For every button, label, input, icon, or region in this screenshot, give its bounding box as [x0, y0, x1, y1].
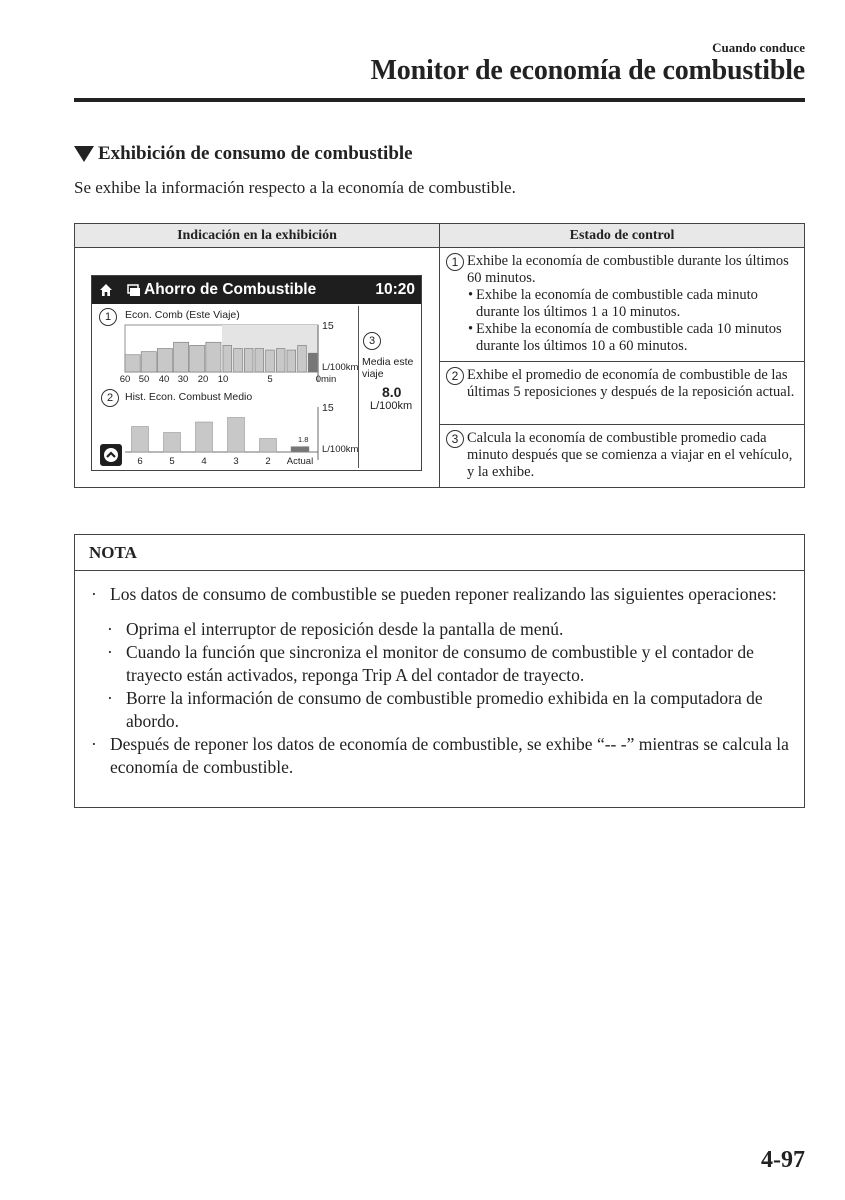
panel2-x-tick-label: Actual: [286, 456, 314, 467]
trip-average-label: Media este viaje: [362, 356, 414, 380]
callout-1: 1: [99, 308, 117, 326]
nota-body: [91, 583, 791, 779]
nota-heading: NOTA: [75, 535, 804, 571]
page-number: 4-97: [761, 1147, 805, 1173]
panel1-x-tick-label: 30: [177, 374, 189, 385]
panel1-x-tick-label: 60: [119, 374, 131, 385]
row2-text: Exhibe el promedio de economía de combustible de las últimas 5 reposiciones y después de la reposición actual.: [467, 367, 795, 400]
row3-item: [446, 430, 798, 481]
table-header-left: Indicación en la exhibición: [75, 224, 440, 248]
table-row-2: [440, 362, 804, 425]
row2-number: 2: [446, 367, 464, 385]
nota-subitem-text: Cuando la función que sincroniza el monitor de consumo de combustible y el contador de trayecto están activados, reponga Trip A del contador de trayecto.: [126, 642, 754, 685]
nota-box: [74, 534, 805, 808]
panel2-x-tick-label: 4: [201, 456, 207, 467]
nota-item: [91, 583, 791, 606]
panel2-bar: [164, 433, 181, 453]
row1-number: 1: [446, 253, 464, 271]
bullet-dot: ·: [107, 642, 113, 662]
page-title: Monitor de economía de combustible: [370, 55, 805, 86]
intro-text: Se exhibe la información respecto a la economía de combustible.: [74, 178, 516, 197]
panel2-x-tick-label: 6: [137, 456, 143, 467]
triangle-down-icon: [74, 146, 94, 162]
panel1-x-tick-label: 0min: [315, 374, 337, 385]
panel1-x-tick-label: 20: [197, 374, 209, 385]
panel2-label: Hist. Econ. Combust Medio: [125, 391, 253, 403]
panel1-ymax: 15: [322, 320, 334, 332]
nota-subitem: [91, 687, 791, 733]
panel2-bar: [196, 422, 213, 452]
bullet-dot: ·: [91, 584, 97, 604]
row1-item: [446, 253, 798, 287]
bullet-dot: ·: [107, 688, 113, 708]
table-row-3: [440, 425, 804, 487]
row1-bullet-1: [446, 287, 798, 321]
panel1-x-tick-label: 5: [267, 374, 273, 385]
table-header-right: Estado de control: [440, 224, 804, 248]
nota-subitem-text: Oprima el interruptor de reposición desde la pantalla de menú.: [126, 619, 564, 639]
row2-item: [446, 367, 798, 401]
nota-item-text: Después de reponer los datos de economía de combustible, se exhibe “-- -” mientras se calcula la economía de combustible.: [110, 734, 789, 777]
spacer: [91, 606, 791, 618]
row3-text: Calcula la economía de combustible promedio cada minuto después que se comienza a viajar en el vehículo, y la exhibe.: [467, 430, 793, 480]
panel2-x-tick-label: 5: [169, 456, 175, 467]
scroll-up-button[interactable]: [100, 444, 122, 466]
nota-subitem-text: Borre la información de consumo de combustible promedio exhibida en la computadora de abordo.: [126, 688, 763, 731]
bullet-dot: ·: [107, 619, 113, 639]
row1-bullet-1-text: Exhibe la economía de combustible cada minuto durante los últimos 1 a 10 minutos.: [476, 287, 758, 320]
sub-heading: [74, 143, 413, 165]
nota-subitem: [91, 641, 791, 687]
chevron-up-icon: [101, 445, 121, 465]
section-label: Cuando conduce: [712, 40, 805, 55]
row1-text: Exhibe la economía de combustible durante los últimos 60 minutos.: [467, 253, 789, 286]
screen-time: 10:20: [375, 281, 415, 298]
info-table: [74, 223, 805, 488]
screen-title: Ahorro de Combustible: [144, 281, 317, 298]
panel2-unit: L/100km: [322, 444, 359, 455]
callout-3: 3: [363, 332, 381, 350]
panel1-label: Econ. Comb (Este Viaje): [125, 309, 240, 321]
title-rule: [74, 98, 805, 102]
trip-average-value: 8.0: [382, 384, 402, 400]
nota-item-text: Los datos de consumo de combustible se pueden reponer realizando las siguientes operaciones:: [110, 584, 777, 604]
panel2-small-value: 1.8: [298, 435, 309, 444]
panel2-x-tick-label: 2: [265, 456, 271, 467]
panel2-bar: [132, 427, 149, 453]
panel2-bar: [228, 418, 245, 453]
row3-number: 3: [446, 430, 464, 448]
nota-subitem: [91, 618, 791, 641]
panel2-bar: [291, 447, 309, 452]
row1-bullet-2: [446, 321, 798, 355]
panel2-x-tick-label: 3: [233, 456, 239, 467]
panel1-x-tick-label: 10: [217, 374, 229, 385]
table-row-1: [440, 248, 804, 362]
trip-average-unit: L/100km: [370, 400, 413, 412]
bullet-dot: ·: [91, 734, 97, 754]
panel2-ymax: 15: [322, 402, 334, 414]
callout-2: 2: [101, 389, 119, 407]
bullet-dot: •: [468, 287, 474, 303]
panel1-x-tick-label: 50: [138, 374, 150, 385]
panel1-unit: L/100km: [322, 362, 359, 373]
right-panel-divider: [358, 306, 359, 468]
panel2-bar: [260, 439, 277, 453]
nota-item: [91, 733, 791, 779]
panel1-x-tick-label: 40: [158, 374, 170, 385]
display-screen: [91, 275, 422, 471]
sub-heading-text: Exhibición de consumo de combustible: [98, 143, 413, 164]
row1-bullet-2-text: Exhibe la economía de combustible cada 10 minutos durante los últimos 10 a 60 minutos.: [476, 321, 782, 354]
bullet-dot: •: [468, 321, 474, 337]
